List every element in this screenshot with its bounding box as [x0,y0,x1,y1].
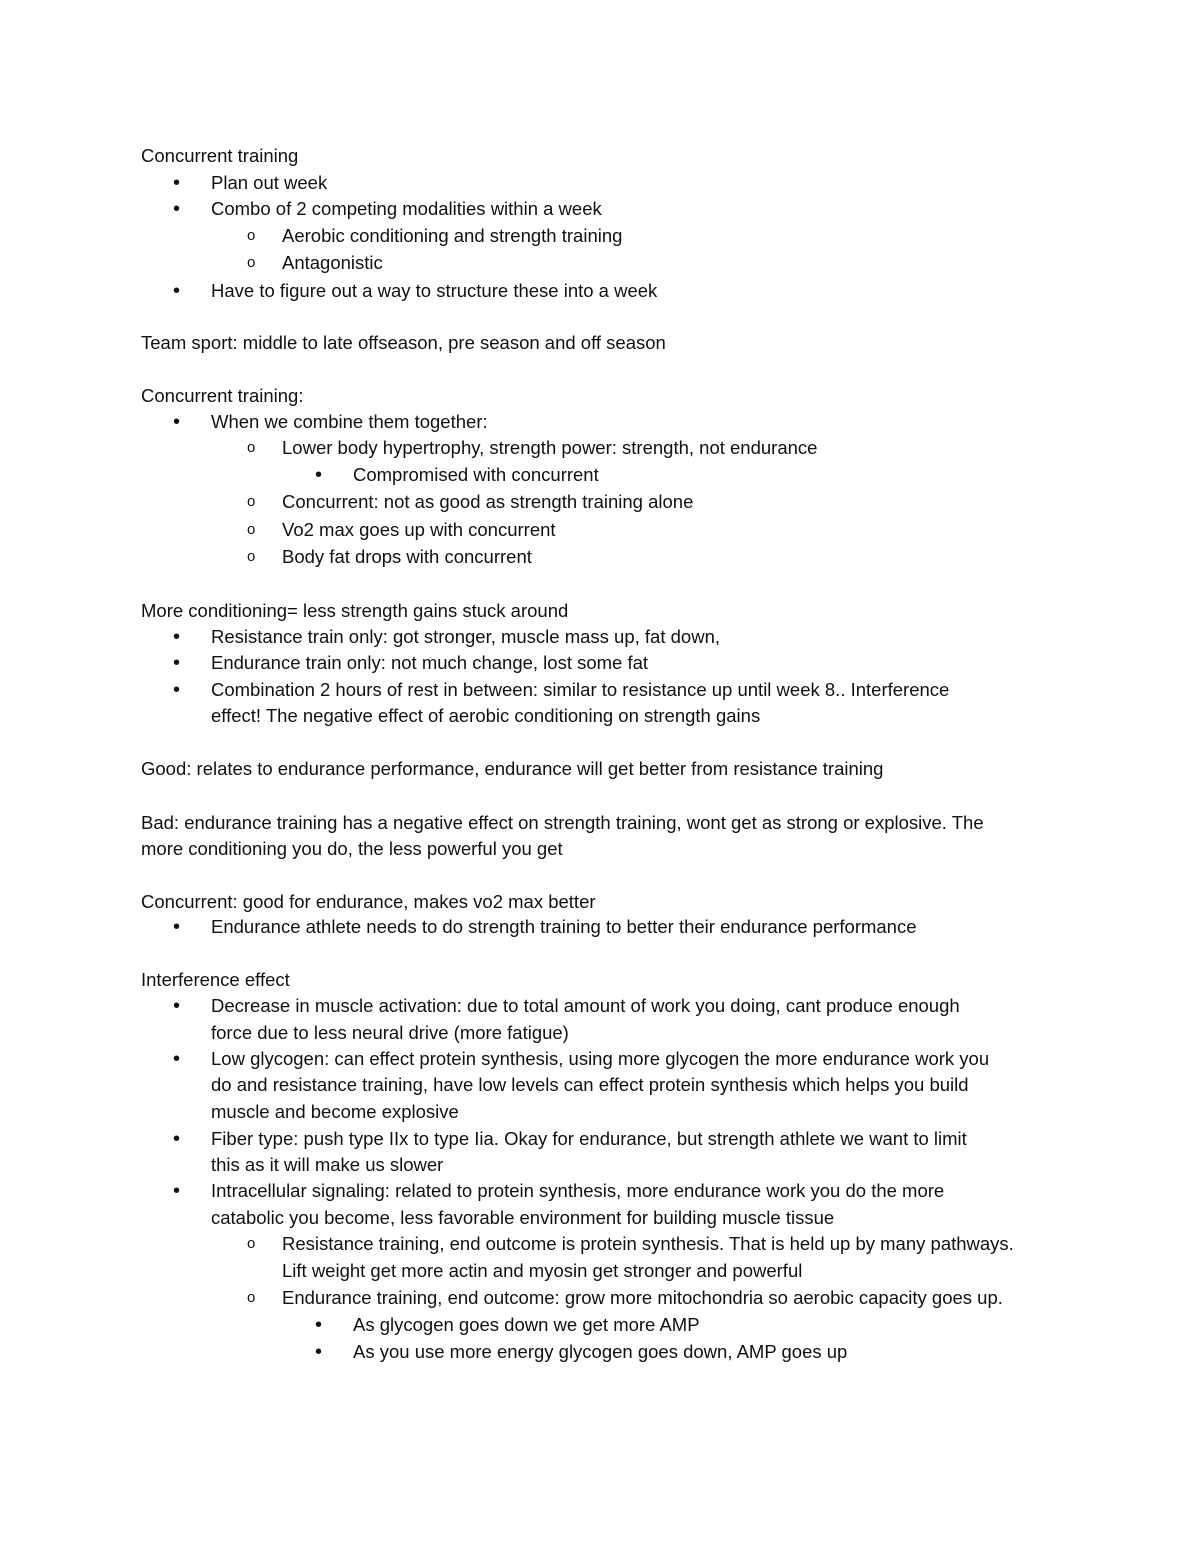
list-item-text: Vo2 max goes up with concurrent [282,519,556,540]
list-item-text: Intracellular signaling: related to protein synthesis, more endurance work you do the more [211,1180,945,1201]
list-item-text: Lower body hypertrophy, strength power: strength, not endurance [282,437,818,458]
list-item-text: Antagonistic [282,252,383,273]
dot-bullet-icon [173,1180,180,1202]
list-item-text: As glycogen goes down we get more AMP [353,1314,700,1335]
list-item-text: Body fat drops with concurrent [282,546,532,567]
paragraph-line: Team sport: middle to late offseason, pre season and off season [141,332,666,353]
list-item-text: Lift weight get more actin and myosin get stronger and powerful [282,1260,803,1281]
paragraph-line: Concurrent: good for endurance, makes vo2 max better [141,891,596,912]
list-item-text: Resistance train only: got stronger, muscle mass up, fat down, [211,626,720,647]
paragraph-line: Good: relates to endurance performance, endurance will get better from resistance training [141,758,884,779]
list-item-text: Endurance training, end outcome: grow more mitochondria so aerobic capacity goes up. [282,1287,1003,1308]
list-item-text: force due to less neural drive (more fatigue) [211,1022,569,1043]
list-item-text: muscle and become explosive [211,1101,459,1122]
list-item-text: Low glycogen: can effect protein synthesis, using more glycogen the more endurance work you [211,1048,990,1069]
list-item-text: catabolic you become, less favorable environment for building muscle tissue [211,1207,835,1228]
list-item-text: Endurance train only: not much change, lost some fat [211,652,649,673]
list-item-text: When we combine them together: [211,411,488,432]
list-item-text: Plan out week [211,172,328,193]
list-item-text: Aerobic conditioning and strength training [282,225,623,246]
dot-bullet-icon [315,1314,322,1336]
dot-bullet-icon [173,172,180,194]
list-item-text: Have to figure out a way to structure these into a week [211,280,658,301]
dot-bullet-icon [173,198,180,220]
circle-bullet-icon [247,437,255,459]
paragraph-line: Concurrent training: [141,385,304,406]
list-item-text: Combination 2 hours of rest in between: similar to resistance up until week 8.. Interference [211,679,950,700]
dot-bullet-icon [173,995,180,1017]
paragraph-line: More conditioning= less strength gains stuck around [141,600,569,621]
dot-bullet-icon [315,1341,322,1363]
dot-bullet-icon [173,1128,180,1150]
list-item-text: do and resistance training, have low levels can effect protein synthesis which helps you build [211,1074,969,1095]
dot-bullet-icon [173,916,180,938]
circle-bullet-icon [247,1287,255,1309]
list-item-text: Concurrent: not as good as strength training alone [282,491,694,512]
paragraph-line: more conditioning you do, the less powerful you get [141,838,563,859]
list-item-text: effect! The negative effect of aerobic conditioning on strength gains [211,705,761,726]
dot-bullet-icon [315,464,322,486]
circle-bullet-icon [247,252,255,274]
dot-bullet-icon [173,626,180,648]
list-item-text: Endurance athlete needs to do strength training to better their endurance performance [211,916,917,937]
list-item-text: As you use more energy glycogen goes down, AMP goes up [353,1341,848,1362]
circle-bullet-icon [247,491,255,513]
paragraph-line: Concurrent training [141,145,299,166]
circle-bullet-icon [247,546,255,568]
dot-bullet-icon [173,411,180,433]
list-item-text: Compromised with concurrent [353,464,599,485]
circle-bullet-icon [247,1233,255,1255]
list-item-text: Decrease in muscle activation: due to total amount of work you doing, cant produce enough [211,995,960,1016]
paragraph-line: Interference effect [141,969,290,990]
list-item-text: Combo of 2 competing modalities within a week [211,198,602,219]
list-item-text: Fiber type: push type IIx to type Iia. Okay for endurance, but strength athlete we want to limit [211,1128,967,1149]
circle-bullet-icon [247,519,255,541]
paragraph-line: Bad: endurance training has a negative effect on strength training, wont get as strong or explosive. The [141,812,984,833]
circle-bullet-icon [247,225,255,247]
list-item-text: Resistance training, end outcome is protein synthesis. That is held up by many pathways. [282,1233,1014,1254]
dot-bullet-icon [173,679,180,701]
dot-bullet-icon [173,1048,180,1070]
list-item-text: this as it will make us slower [211,1154,444,1175]
dot-bullet-icon [173,280,180,302]
dot-bullet-icon [173,652,180,674]
